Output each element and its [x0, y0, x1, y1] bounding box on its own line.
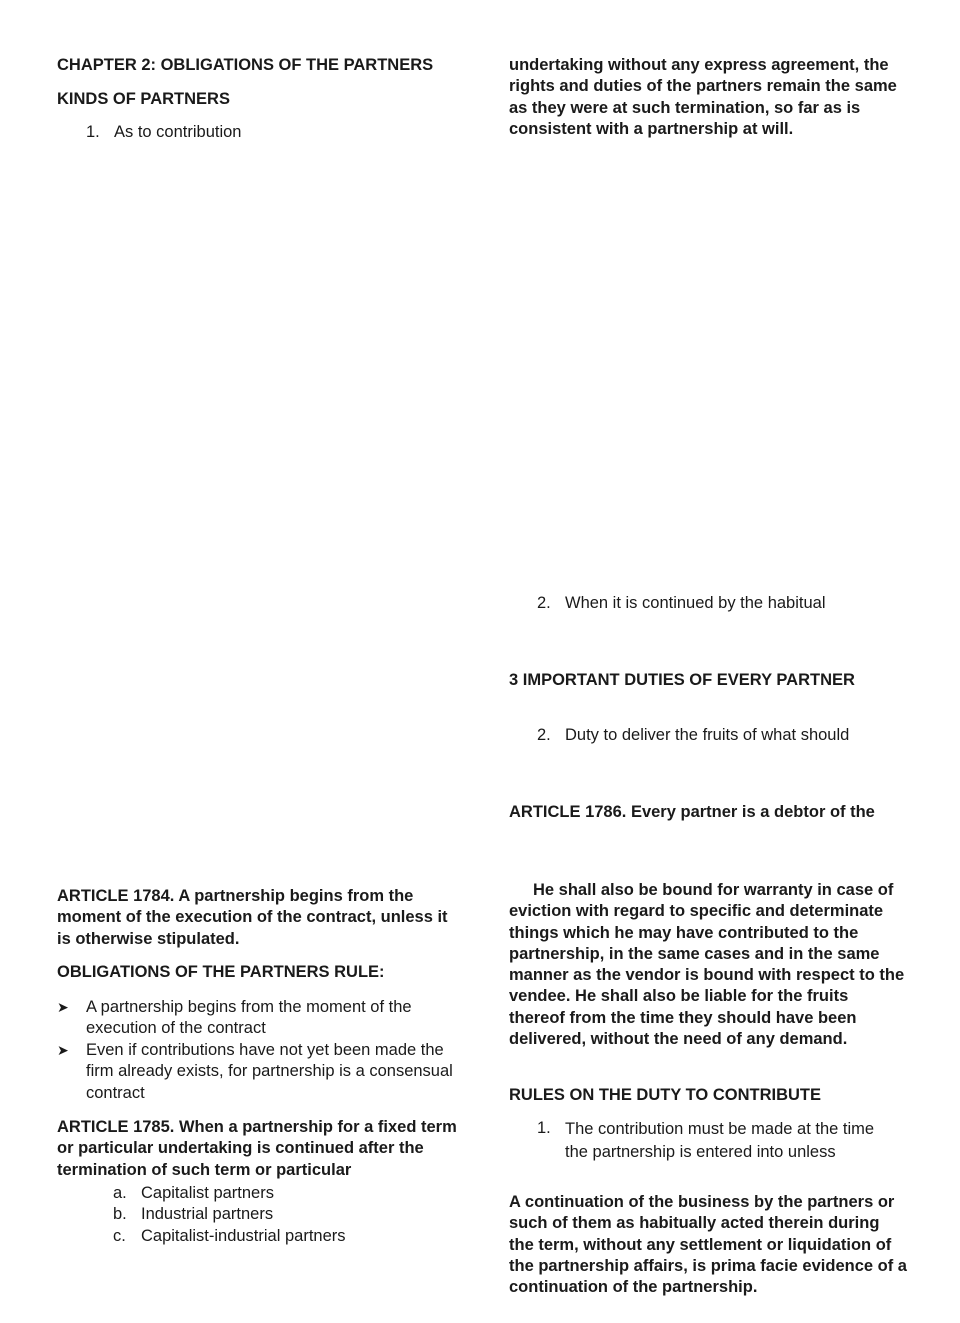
obligations-rule-heading: OBLIGATIONS OF THE PARTNERS RULE:: [57, 963, 385, 981]
list-text: Capitalist partners: [141, 1184, 274, 1202]
kinds-of-partners-heading: KINDS OF PARTNERS: [57, 90, 230, 108]
article-1784: ARTICLE 1784. A partnership begins from the moment of the execution of the contract, unless it is otherwise stipulated.: [57, 887, 448, 948]
list-marker: b.: [113, 1205, 127, 1224]
bullet-text: Even if contributions have not yet been made the firm already exists, for partnership is a consensual contract: [86, 1041, 453, 1102]
list-text: Duty to deliver the fruits of what should: [565, 726, 850, 744]
rules-heading: RULES ON THE DUTY TO CONTRIBUTE: [509, 1086, 821, 1104]
rule-list-item: [537, 1118, 897, 1162]
list-text: When it is continued by the habitual: [565, 594, 826, 612]
list-text: The contribution must be made at the time the partnership is entered into unless: [565, 1120, 875, 1161]
article-1786: ARTICLE 1786. Every partner is a debtor of the: [509, 803, 875, 821]
list-text: Industrial partners: [141, 1205, 274, 1224]
chapter-title: CHAPTER 2: OBLIGATIONS OF THE PARTNERS: [57, 56, 434, 74]
list-marker: a.: [113, 1184, 127, 1202]
article-1785: ARTICLE 1785. When a partnership for a fixed term or particular undertaking is continued after the termination of such term or particular: [57, 1118, 457, 1179]
bullet-text: A partnership begins from the moment of the execution of the contract: [86, 998, 412, 1038]
final-paragraph: A continuation of the business by the partners or such of them as habitually acted therein during the term, without any settlement or liquidation of the partnership affairs, is prima facie evidence of a continuation of the partnership.: [509, 1193, 907, 1297]
arrow-bullet-icon: ➤: [57, 999, 69, 1015]
continuation-paragraph: undertaking without any express agreement, the rights and duties of the partners remain the same as they were at such termination, so far as is consistent with a partnership at will.: [509, 56, 897, 138]
list-text: As to contribution: [114, 123, 242, 141]
arrow-bullet-icon: ➤: [57, 1042, 69, 1058]
duties-heading: 3 IMPORTANT DUTIES OF EVERY PARTNER: [509, 671, 855, 689]
list-number: 2.: [537, 594, 551, 612]
list-number: 1.: [537, 1119, 551, 1137]
list-marker: c.: [113, 1226, 126, 1245]
list-number: 2.: [537, 726, 551, 744]
warranty-paragraph: He shall also be bound for warranty in case of eviction with regard to specific and determinate things which he may have contributed to the partnership, in the same cases and in the same manner as the vendor is bound with respect to the vendee. He shall also be liable for the fruits thereof from the time they should have been delivered, without the need of any demand.: [509, 881, 905, 1049]
list-number: 1.: [86, 123, 100, 141]
list-text: Capitalist-industrial partners: [141, 1226, 346, 1245]
